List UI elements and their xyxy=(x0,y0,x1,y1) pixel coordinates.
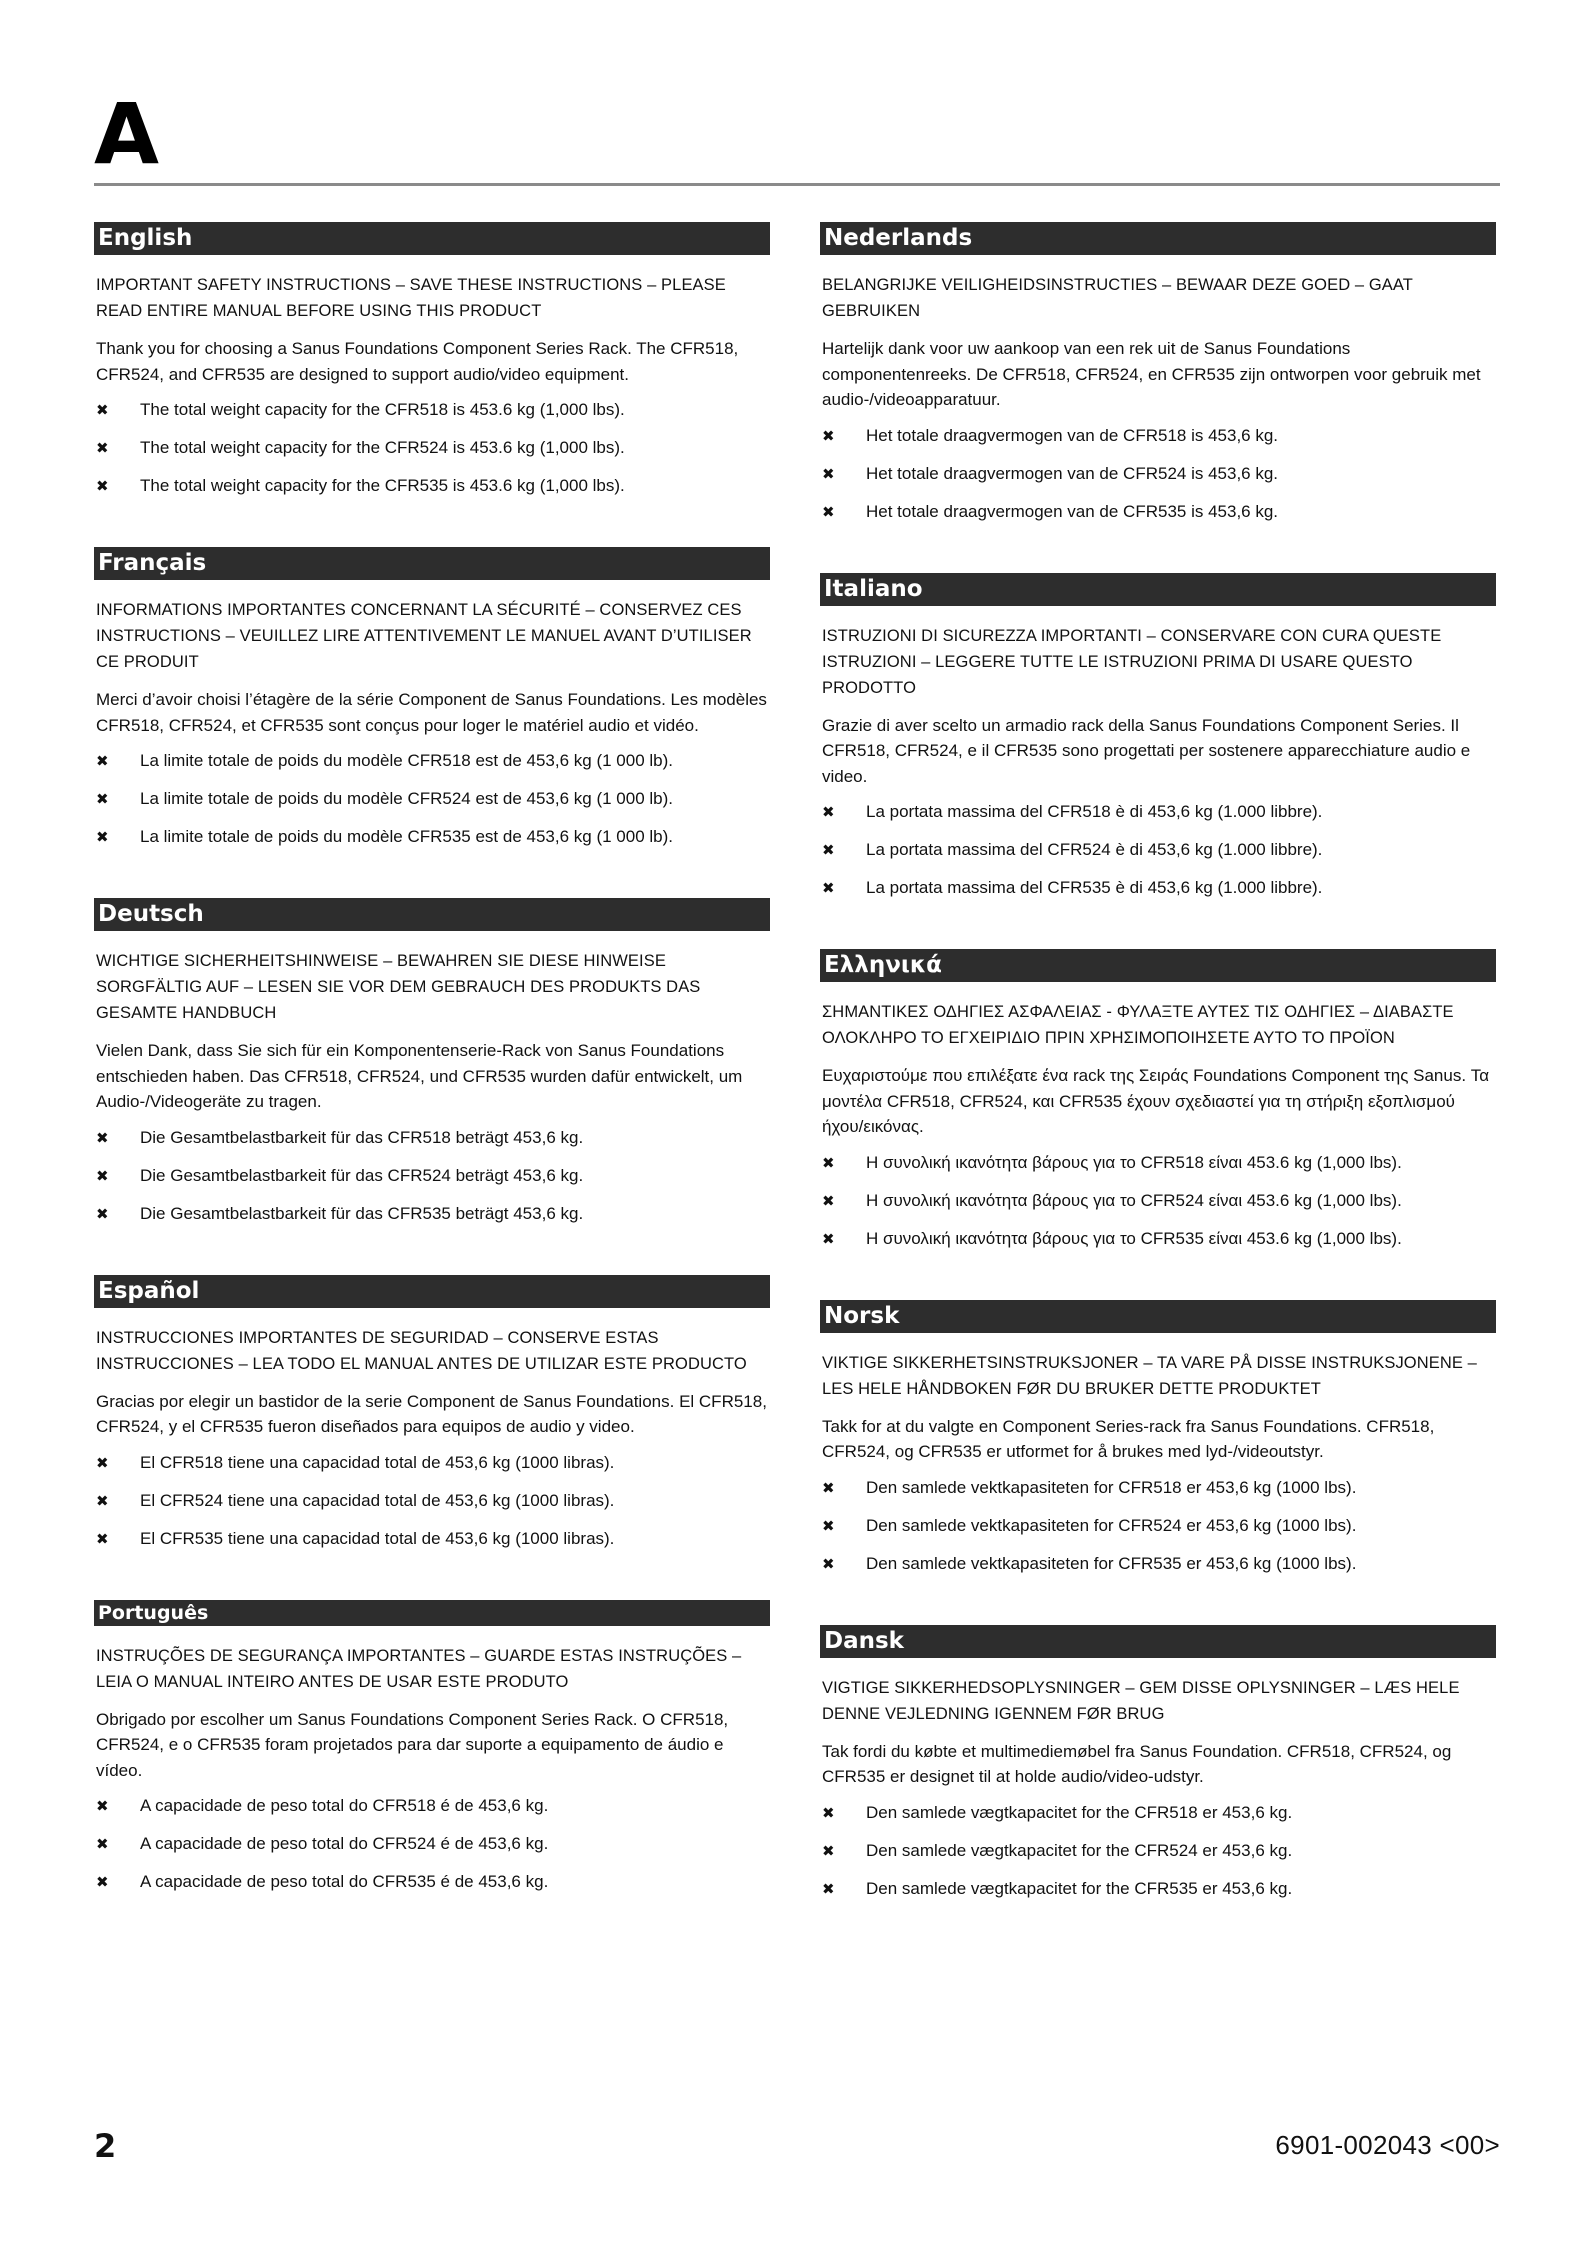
bullet-x-icon: ✖ xyxy=(96,1492,109,1510)
bullet-x-icon: ✖ xyxy=(96,402,109,419)
bullet-x-icon: ✖ xyxy=(822,1842,835,1860)
list-item-text: The total weight capacity for the CFR524 is 453.6 kg (1,000 lbs). xyxy=(140,438,625,457)
section-title: Nederlands xyxy=(820,222,1496,255)
list-item-text: The total weight capacity for the CFR535 is 453.6 kg (1,000 lbs). xyxy=(140,476,625,495)
language-section-greek xyxy=(820,949,1496,1264)
list-item xyxy=(820,1876,1496,1914)
list-item-text: Η συνολική ικανότητα βάρους για το CFR518 είναι 453.6 kg (1,000 lbs). xyxy=(866,1152,1402,1172)
section-title: Português xyxy=(94,1600,770,1626)
list-item-text: La limite totale de poids du modèle CFR518 est de 453,6 kg (1 000 lb). xyxy=(140,751,673,770)
bullet-x-icon: ✖ xyxy=(822,1880,835,1898)
bullet-x-icon: ✖ xyxy=(96,1454,109,1472)
capacity-list xyxy=(820,1800,1496,1914)
intro-paragraph: Thank you for choosing a Sanus Foundations Component Series Rack. The CFR518, CFR524, and CFR535 are designed to support audio/video equipment. xyxy=(96,339,739,384)
list-item-text: The total weight capacity for the CFR518 is 453.6 kg (1,000 lbs). xyxy=(140,400,625,419)
left-column xyxy=(94,222,770,1943)
safety-heading: IMPORTANT SAFETY INSTRUCTIONS – SAVE THESE INSTRUCTIONS – PLEASE READ ENTIRE MANUAL BEFORE USING THIS PRODUCT xyxy=(96,276,726,320)
bullet-x-icon: ✖ xyxy=(822,1804,835,1822)
language-section-espanol xyxy=(94,1275,770,1564)
bullet-x-icon: ✖ xyxy=(96,791,109,808)
page-number: 2 xyxy=(94,2127,117,2165)
list-item xyxy=(820,1475,1496,1513)
list-item-text: El CFR535 tiene una capacidad total de 453,6 kg (1000 libras). xyxy=(140,1528,615,1548)
capacity-list xyxy=(94,1793,770,1907)
section-title: Deutsch xyxy=(94,898,770,931)
list-item xyxy=(94,1831,770,1869)
language-section-deutsch xyxy=(94,898,770,1239)
bullet-x-icon: ✖ xyxy=(96,1798,109,1815)
section-title: Ελληνικά xyxy=(820,949,1496,982)
capacity-list xyxy=(820,423,1496,537)
capacity-list xyxy=(94,748,770,862)
intro-paragraph: Merci d’avoir choisi l’étagère de la série Component de Sanus Foundations. Les modèles CFR518, CFR524, et CFR535 sont conçus pour loger le matériel audio et vidéo. xyxy=(96,690,767,735)
bullet-x-icon: ✖ xyxy=(96,1167,109,1185)
list-item xyxy=(94,786,770,824)
top-divider xyxy=(94,183,1500,186)
bullet-x-icon: ✖ xyxy=(96,1205,109,1223)
list-item xyxy=(94,824,770,862)
intro-paragraph: Ευχαριστούμε που επιλέξατε ένα rack της Σειράς Foundations Component της Sanus. Τα μοντέλα CFR518, CFR524, και CFR535 έχουν σχεδιαστεί για τη στήριξη εξοπλισμού ήχου/εικόνας. xyxy=(822,1066,1490,1136)
safety-heading: INSTRUCCIONES IMPORTANTES DE SEGURIDAD – CONSERVE ESTAS INSTRUCCIONES – LEA TODO EL MANUAL ANTES DE UTILIZAR ESTE PRODUCTO xyxy=(96,1328,747,1373)
bullet-x-icon: ✖ xyxy=(822,427,835,445)
capacity-list xyxy=(820,1475,1496,1589)
intro-paragraph: Gracias por elegir un bastidor de la serie Component de Sanus Foundations. El CFR518, CFR524, y el CFR535 fueron diseñados para equipos de audio y video. xyxy=(96,1391,767,1436)
list-item xyxy=(94,1450,770,1488)
list-item xyxy=(94,1488,770,1526)
list-item xyxy=(820,799,1496,837)
list-item xyxy=(820,1513,1496,1551)
bullet-x-icon: ✖ xyxy=(822,1154,835,1172)
list-item-text: Die Gesamtbelastbarkeit für das CFR535 beträgt 453,6 kg. xyxy=(140,1203,584,1223)
list-item-text: Den samlede vægtkapacitet for the CFR518 er 453,6 kg. xyxy=(866,1802,1293,1822)
list-item-text: La limite totale de poids du modèle CFR535 est de 453,6 kg (1 000 lb). xyxy=(140,827,673,846)
capacity-list xyxy=(820,1150,1496,1264)
safety-heading: INSTRUÇÕES DE SEGURANÇA IMPORTANTES – GUARDE ESTAS INSTRUÇÕES – LEIA O MANUAL INTEIRO ANTES DE USAR ESTE PRODUTO xyxy=(96,1646,742,1691)
language-section-portugues xyxy=(94,1600,770,1908)
section-title: Dansk xyxy=(820,1625,1496,1658)
section-title: English xyxy=(94,222,770,255)
safety-heading: ISTRUZIONI DI SICUREZZA IMPORTANTI – CONSERVARE CON CURA QUESTE ISTRUZIONI – LEGGERE TUTTE LE ISTRUZIONI PRIMA DI USARE QUESTO PRODOTTO xyxy=(822,626,1442,697)
bullet-x-icon: ✖ xyxy=(822,842,835,859)
intro-paragraph: Tak fordi du købte et multimediemøbel fra Sanus Foundation. CFR518, CFR524, og CFR535 er designet til at holde audio/video-udstyr. xyxy=(822,1741,1452,1786)
section-title: Français xyxy=(94,547,770,580)
list-item xyxy=(94,1793,770,1831)
safety-heading: VIKTIGE SIKKERHETSINSTRUKSJONER – TA VARE PÅ DISSE INSTRUKSJONENE – LES HELE HÅNDBOKEN FØR DU BRUKER DETTE PRODUKTET xyxy=(822,1353,1477,1398)
list-item-text: Den samlede vægtkapacitet for the CFR535 er 453,6 kg. xyxy=(866,1878,1293,1898)
list-item-text: El CFR518 tiene una capacidad total de 453,6 kg (1000 libras). xyxy=(140,1452,615,1472)
safety-heading: INFORMATIONS IMPORTANTES CONCERNANT LA SÉCURITÉ – CONSERVEZ CES INSTRUCTIONS – VEUILLEZ LIRE ATTENTIVEMENT LE MANUEL AVANT D’UTILISER CE PRODUIT xyxy=(96,601,752,671)
bullet-x-icon: ✖ xyxy=(822,1555,835,1573)
list-item-text: Het totale draagvermogen van de CFR518 is 453,6 kg. xyxy=(866,425,1279,445)
page-section-letter: A xyxy=(94,85,160,183)
bullet-x-icon: ✖ xyxy=(822,1192,835,1210)
intro-paragraph: Obrigado por escolher um Sanus Foundations Component Series Rack. O CFR518, CFR524, e o CFR535 foram projetados para dar suporte a equipamento de áudio e vídeo. xyxy=(96,1709,729,1780)
safety-heading: VIGTIGE SIKKERHEDSOPLYSNINGER – GEM DISSE OPLYSNINGER – LÆS HELE DENNE VEJLEDNING IGENNEM FØR BRUG xyxy=(822,1678,1460,1723)
list-item-text: El CFR524 tiene una capacidad total de 453,6 kg (1000 libras). xyxy=(140,1490,615,1510)
safety-heading: WICHTIGE SICHERHEITSHINWEISE – BEWAHREN SIE DIESE HINWEISE SORGFÄLTIG AUF – LESEN SIE VOR DEM GEBRAUCH DES PRODUKTS DAS GESAMTE HANDBUCH xyxy=(96,952,701,1022)
section-title: Norsk xyxy=(820,1300,1496,1333)
bullet-x-icon: ✖ xyxy=(822,1230,835,1248)
list-item xyxy=(820,1551,1496,1589)
capacity-list xyxy=(94,1450,770,1564)
bullet-x-icon: ✖ xyxy=(822,804,835,821)
safety-heading: ΣΗΜΑΝΤΙΚΕΣ ΟΔΗΓΙΕΣ ΑΣΦΑΛΕΙΑΣ - ΦΥΛΑΞΤΕ ΑΥΤΕΣ ΤΙΣ ΟΔΗΓΙΕΣ – ΔΙΑΒΑΣΤΕ ΟΛΟΚΛΗΡΟ ΤΟ ΕΓΧΕΙΡΙΔΙΟ ΠΡΙΝ ΧΡΗΣΙΜΟΠΟΙΗΣΕΤΕ ΑΥΤΟ ΤΟ ΠΡΟΪΟΝ xyxy=(822,1003,1454,1047)
list-item-text: Die Gesamtbelastbarkeit für das CFR518 beträgt 453,6 kg. xyxy=(140,1127,584,1147)
list-item xyxy=(94,1163,770,1201)
list-item xyxy=(820,1226,1496,1264)
list-item xyxy=(94,435,770,473)
right-column xyxy=(820,222,1496,1950)
list-item xyxy=(94,1201,770,1239)
capacity-list xyxy=(94,397,770,511)
safety-heading: BELANGRIJKE VEILIGHEIDSINSTRUCTIES – BEWAAR DEZE GOED – GAAT GEBRUIKEN xyxy=(822,276,1413,320)
list-item xyxy=(820,1188,1496,1226)
list-item-text: Den samlede vektkapasiteten for CFR518 er 453,6 kg (1000 lbs). xyxy=(866,1477,1357,1497)
list-item xyxy=(820,1800,1496,1838)
bullet-x-icon: ✖ xyxy=(822,1479,835,1497)
bullet-x-icon: ✖ xyxy=(822,503,835,521)
list-item xyxy=(94,748,770,786)
language-section-norsk xyxy=(820,1300,1496,1589)
language-section-francais xyxy=(94,547,770,862)
list-item xyxy=(94,473,770,511)
list-item xyxy=(820,837,1496,875)
capacity-list xyxy=(820,799,1496,913)
bullet-x-icon: ✖ xyxy=(96,829,109,846)
list-item-text: Den samlede vægtkapacitet for the CFR524 er 453,6 kg. xyxy=(866,1840,1293,1860)
list-item-text: Die Gesamtbelastbarkeit für das CFR524 beträgt 453,6 kg. xyxy=(140,1165,584,1185)
list-item-text: Η συνολική ικανότητα βάρους για το CFR535 είναι 453.6 kg (1,000 lbs). xyxy=(866,1228,1402,1248)
list-item-text: Den samlede vektkapasiteten for CFR524 er 453,6 kg (1000 lbs). xyxy=(866,1515,1357,1535)
language-section-nederlands xyxy=(820,222,1496,537)
list-item xyxy=(94,1125,770,1163)
bullet-x-icon: ✖ xyxy=(96,1129,109,1147)
intro-paragraph: Takk for at du valgte en Component Series-rack fra Sanus Foundations. CFR518, CFR524, og CFR535 er utformet for å brukes med lyd-/videoutstyr. xyxy=(822,1416,1435,1461)
capacity-list xyxy=(94,1125,770,1239)
list-item-text: La portata massima del CFR535 è di 453,6 kg (1.000 libbre). xyxy=(866,878,1323,897)
list-item xyxy=(820,1838,1496,1876)
bullet-x-icon: ✖ xyxy=(96,1836,109,1853)
bullet-x-icon: ✖ xyxy=(96,1530,109,1548)
list-item-text: A capacidade de peso total do CFR524 é de 453,6 kg. xyxy=(140,1834,549,1853)
list-item-text: Het totale draagvermogen van de CFR524 is 453,6 kg. xyxy=(866,463,1279,483)
bullet-x-icon: ✖ xyxy=(822,465,835,483)
list-item xyxy=(94,397,770,435)
list-item xyxy=(820,461,1496,499)
list-item-text: A capacidade de peso total do CFR535 é de 453,6 kg. xyxy=(140,1872,549,1891)
language-section-dansk xyxy=(820,1625,1496,1914)
list-item xyxy=(94,1526,770,1564)
bullet-x-icon: ✖ xyxy=(96,478,109,495)
list-item-text: La portata massima del CFR524 è di 453,6 kg (1.000 libbre). xyxy=(866,840,1323,859)
list-item xyxy=(820,423,1496,461)
bullet-x-icon: ✖ xyxy=(96,1874,109,1891)
list-item-text: Het totale draagvermogen van de CFR535 is 453,6 kg. xyxy=(866,501,1279,521)
intro-paragraph: Hartelijk dank voor uw aankoop van een rek uit de Sanus Foundations componentenreeks. De CFR518, CFR524, en CFR535 zijn ontworpen voor gebruik met audio-/videoapparatuur. xyxy=(822,339,1481,409)
bullet-x-icon: ✖ xyxy=(96,753,109,770)
list-item xyxy=(820,499,1496,537)
list-item-text: La portata massima del CFR518 è di 453,6 kg (1.000 libbre). xyxy=(866,802,1323,821)
list-item-text: A capacidade de peso total do CFR518 é de 453,6 kg. xyxy=(140,1796,549,1815)
list-item-text: Η συνολική ικανότητα βάρους για το CFR524 είναι 453.6 kg (1,000 lbs). xyxy=(866,1190,1402,1210)
list-item-text: Den samlede vektkapasiteten for CFR535 er 453,6 kg (1000 lbs). xyxy=(866,1553,1357,1573)
list-item-text: La limite totale de poids du modèle CFR524 est de 453,6 kg (1 000 lb). xyxy=(140,789,673,808)
section-title: Italiano xyxy=(820,573,1496,606)
list-item xyxy=(820,875,1496,913)
list-item xyxy=(94,1869,770,1907)
bullet-x-icon: ✖ xyxy=(96,440,109,457)
bullet-x-icon: ✖ xyxy=(822,880,835,897)
intro-paragraph: Grazie di aver scelto un armadio rack della Sanus Foundations Component Series. Il CFR518, CFR524, e il CFR535 sono progettati per sostenere apparecchiature audio e video. xyxy=(822,715,1471,786)
document-code: 6901-002043 <00> xyxy=(1275,2130,1500,2160)
intro-paragraph: Vielen Dank, dass Sie sich für ein Komponentenserie-Rack von Sanus Foundations entschieden haben. Das CFR518, CFR524, und CFR535 wurden dafür entwickelt, um Audio-/Videogeräte zu tragen. xyxy=(96,1041,743,1111)
section-title: Español xyxy=(94,1275,770,1308)
language-section-english xyxy=(94,222,770,511)
list-item xyxy=(820,1150,1496,1188)
language-section-italiano xyxy=(820,573,1496,914)
bullet-x-icon: ✖ xyxy=(822,1517,835,1535)
